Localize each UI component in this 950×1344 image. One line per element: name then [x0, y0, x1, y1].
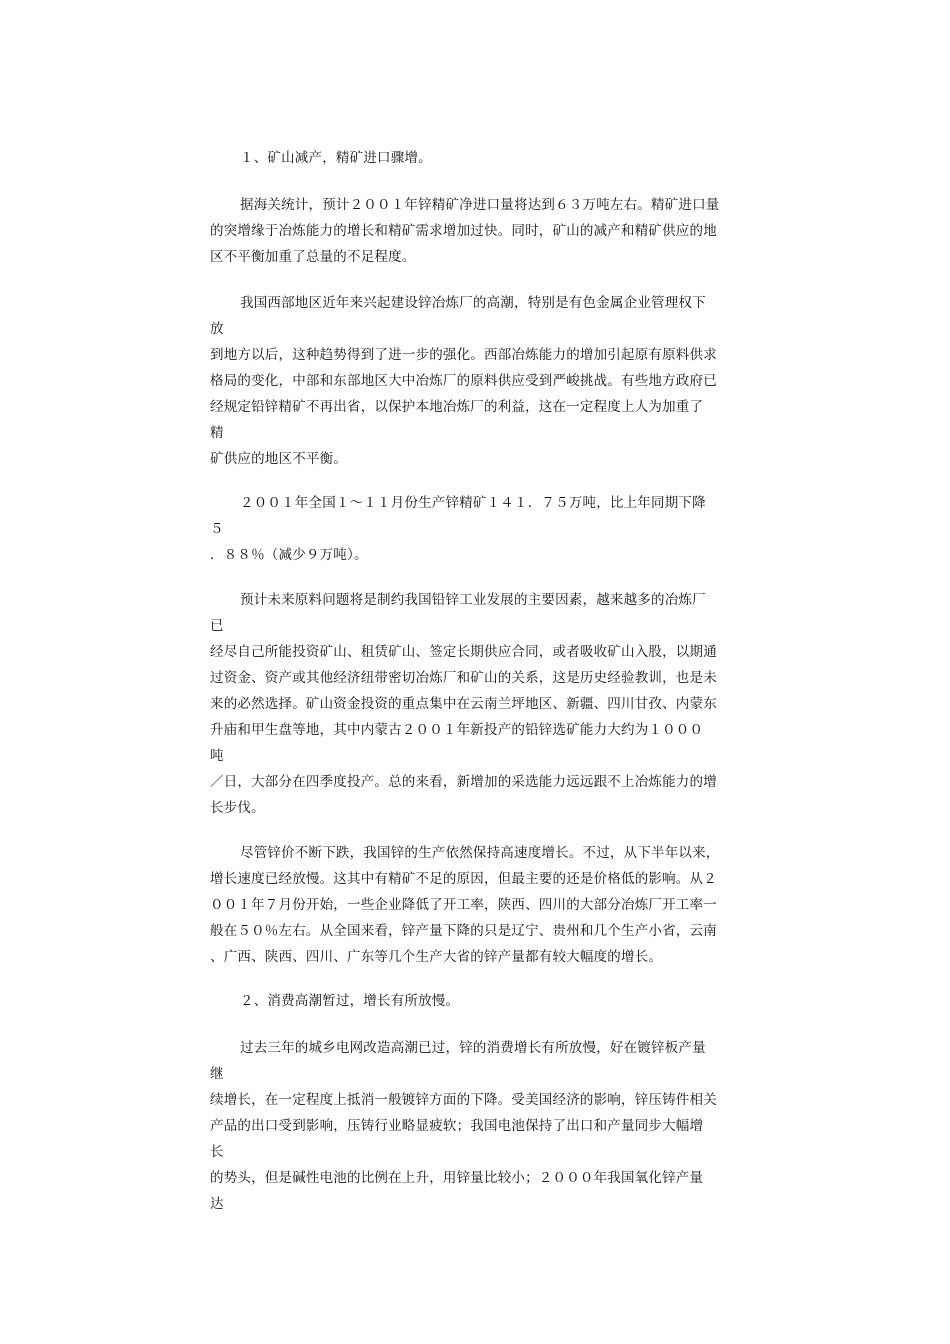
- paragraph-line: 矿供应的地区不平衡。: [210, 451, 347, 467]
- section-heading: １、矿山减产，精矿进口骤增。: [240, 150, 432, 166]
- paragraph-line: 般在５０％左右。从全国来看，锌产量下降的只是辽宁、贵州和几个生产小省，云南: [210, 923, 717, 939]
- paragraph-line: 精: [210, 425, 224, 441]
- paragraph-line: ５: [210, 521, 224, 537]
- paragraph-line: ２００１年全国１～１１月份生产锌精矿１４１．７５万吨，比上年同期下降: [240, 495, 706, 511]
- paragraph-line: 已: [210, 618, 224, 634]
- paragraph-line: 区不平衡加重了总量的不足程度。: [210, 249, 416, 265]
- paragraph-line: 据海关统计，预计２００１年锌精矿净进口量将达到６３万吨左右。精矿进口量: [240, 197, 720, 213]
- paragraph-line: 的势头，但是碱性电池的比例在上升，用锌量比较小；２０００年我国氧化锌产量: [210, 1170, 704, 1186]
- paragraph-line: 续增长，在一定程度上抵消一般镀锌方面的下降。受美国经济的影响，锌压铸件相关: [210, 1092, 717, 1108]
- paragraph-line: 的突增缘于冶炼能力的增长和精矿需求增加过快。同时，矿山的减产和精矿供应的地: [210, 223, 717, 239]
- paragraph-line: 经规定铅锌精矿不再出省，以保护本地冶炼厂的利益，这在一定程度上人为加重了: [210, 399, 704, 415]
- paragraph-line: 吨: [210, 748, 224, 764]
- paragraph-line: 放: [210, 321, 224, 337]
- paragraph-line: 过去三年的城乡电网改造高潮已过，锌的消费增长有所放慢，好在镀锌板产量: [240, 1040, 706, 1056]
- paragraph-line: 长步伐。: [210, 800, 265, 816]
- paragraph-line: 到地方以后，这种趋势得到了进一步的强化。西部冶炼能力的增加引起原有原料供求: [210, 347, 717, 363]
- paragraph-line: ．８８％（减少９万吨）。: [210, 547, 368, 563]
- paragraph-line: 格局的变化，中部和东部地区大中冶炼厂的原料供应受到严峻挑战。有些地方政府已: [210, 373, 717, 389]
- paragraph-line: 升庙和甲生盘等地，其中内蒙古２００１年新投产的铅锌选矿能力大约为１０００: [210, 722, 704, 738]
- paragraph-line: 达: [210, 1196, 224, 1212]
- paragraph-line: 长: [210, 1144, 224, 1160]
- paragraph-line: 尽管锌价不断下跌，我国锌的生产依然保持高速度增长。不过，从下半年以来，: [240, 845, 720, 861]
- paragraph-line: 增长速度已经放慢。这其中有精矿不足的原因，但最主要的还是价格低的影响。从２: [210, 871, 717, 887]
- paragraph-line: 、广西、陕西、四川、广东等几个生产大省的锌产量都有较大幅度的增长。: [210, 949, 663, 965]
- paragraph-line: 我国西部地区近年来兴起建设锌冶炼厂的高潮，特别是有色金属企业管理权下: [240, 295, 706, 311]
- section-heading: ２、消费高潮暂过，增长有所放慢。: [240, 993, 460, 1009]
- paragraph-line: 来的必然选择。矿山资金投资的重点集中在云南兰坪地区、新疆、四川甘孜、内蒙东: [210, 696, 717, 712]
- paragraph-line: 经尽自己所能投资矿山、租赁矿山、签定长期供应合同，或者吸收矿山入股，以期通: [210, 644, 717, 660]
- paragraph-line: 过资金、资产或其他经济纽带密切冶炼厂和矿山的关系，这是历史经验教训，也是未: [210, 670, 717, 686]
- paragraph-line: 产品的出口受到影响，压铸行业略显疲软；我国电池保持了出口和产量同步大幅增: [210, 1118, 704, 1134]
- paragraph-line: ００１年７月份开始，一些企业降低了开工率，陕西、四川的大部分冶炼厂开工率一: [210, 897, 717, 913]
- paragraph-line: 预计未来原料问题将是制约我国铅锌工业发展的主要因素，越来越多的冶炼厂: [240, 592, 706, 608]
- paragraph-line: ／日，大部分在四季度投产。总的来看，新增加的采选能力远远跟不上冶炼能力的增: [210, 774, 717, 790]
- paragraph-line: 继: [210, 1066, 224, 1082]
